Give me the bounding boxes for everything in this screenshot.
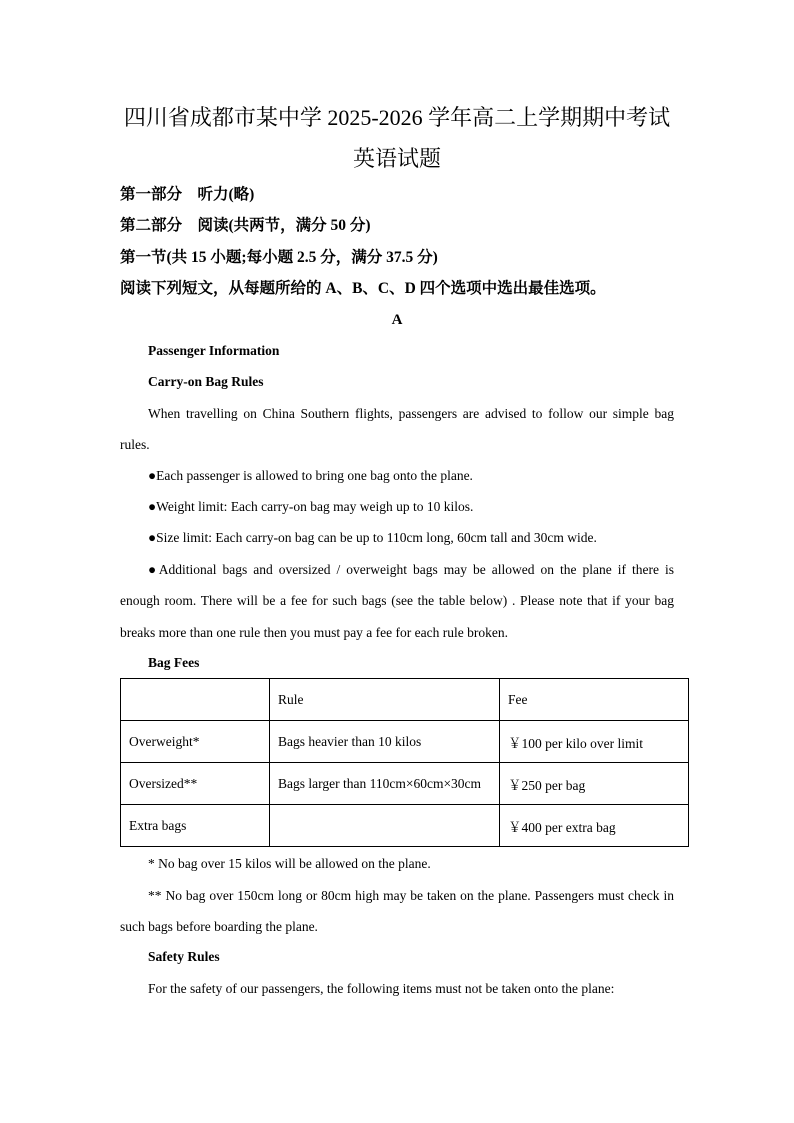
part-one-heading: 第一部分 听力(略) [120,186,255,203]
intro-paragraph: When travelling on China Southern flights, passengers are advised to follow our simple bag rules. [120,406,674,453]
rule-item: ●Weight limit: Each carry-on bag may weigh up to 10 kilos. [148,499,474,514]
rule-item: ●Size limit: Each carry-on bag can be up to 110cm long, 60cm tall and 30cm wide. [148,530,597,545]
table-cell: Overweight* [121,721,270,763]
table-cell: Bags larger than 110cm×60cm×30cm [270,763,500,805]
table-cell: Bags heavier than 10 kilos [270,721,500,763]
carry-on-heading: Carry-on Bag Rules [148,374,264,389]
footnote-overweight: * No bag over 15 kilos will be allowed on the plane. [148,856,431,871]
table-cell: Oversized** [121,763,270,805]
table-cell: ￥250 per bag [500,763,689,805]
part-two-heading: 第二部分 阅读(共两节，满分 50 分) [120,217,371,234]
passage-label: A [391,312,403,328]
table-row [121,805,689,847]
bag-fees-table [120,678,689,847]
table-cell: ￥400 per extra bag [500,805,689,847]
table-header-cell [121,679,270,721]
reading-instruction: 阅读下列短文，从每题所给的 A、B、C、D 四个选项中选出最佳选项。 [120,280,606,297]
table-cell: ￥100 per kilo over limit [500,721,689,763]
table-row [121,721,689,763]
bag-fees-heading: Bag Fees [148,655,200,670]
additional-bags-paragraph: ●Additional bags and oversized / overweight bags may be allowed on the plane if there is enough room. There will be a fee for such bags (see the table below) . Please note that if your bag breaks more than one rule then you must pay a fee for each rule broken. [120,562,674,640]
table-row [121,763,689,805]
safety-rules-heading: Safety Rules [148,949,220,964]
table-header-row [121,679,689,721]
exam-title: 四川省成都市某中学 2025-2026 学年高二上学期期中考试 [123,105,671,130]
safety-intro: For the safety of our passengers, the following items must not be taken onto the plane: [148,981,615,996]
exam-subtitle: 英语试题 [352,146,441,171]
footnote-oversized: ** No bag over 150cm long or 80cm high may be taken on the plane. Passengers must check in such bags before boarding the plane. [120,888,674,935]
table-header-cell: Rule [270,679,500,721]
section-one-heading: 第一节(共 15 小题;每小题 2.5 分，满分 37.5 分) [120,249,438,266]
table-header-cell: Fee [500,679,689,721]
table-cell: Extra bags [121,805,270,847]
passenger-info-heading: Passenger Information [148,343,280,358]
table-cell [270,805,500,847]
rule-item: ●Each passenger is allowed to bring one bag onto the plane. [148,468,473,483]
